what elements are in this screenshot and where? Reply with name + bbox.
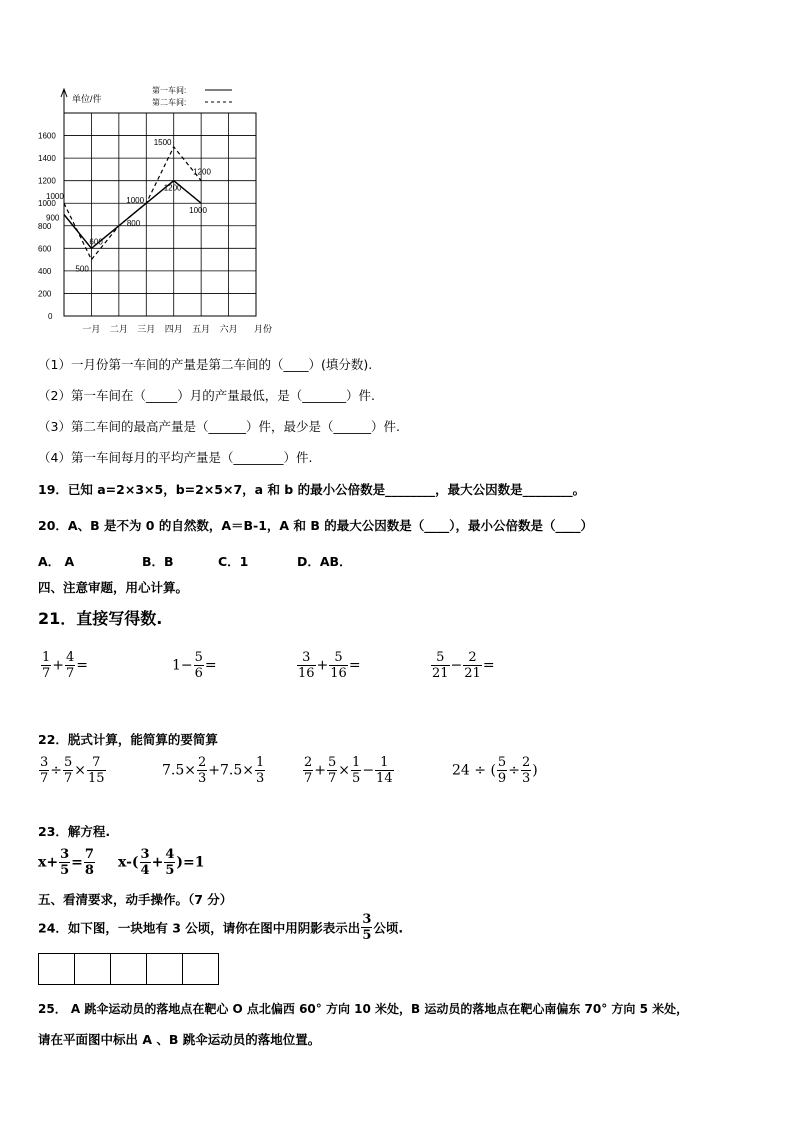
q21-title: 21．直接写得数.	[38, 609, 163, 628]
data-label: 900	[46, 213, 60, 223]
section5-heading: 五、看清要求，动手操作。（7 分）	[38, 892, 233, 907]
q18-sub3: （3）第二车间的最高产量是（______）件，最少是（______）件.	[38, 419, 400, 434]
production-line-chart	[30, 80, 290, 340]
y-tick-label: 1200	[38, 176, 56, 186]
data-label: 1500	[153, 137, 172, 147]
q24-fraction: $\frac{3}{5}$	[362, 912, 372, 943]
q25-line2: 请在平面图中标出 A 、B 跳伞运动员的落地位置。	[38, 1032, 321, 1047]
q24-text-a: 24．如下图，一块地有 3 公顷，请你在图中用阴影表示出	[38, 920, 361, 936]
data-label: 1000	[189, 206, 207, 216]
q22-title: 22．脱式计算，能简算的要简算	[38, 732, 218, 747]
y-tick-label: 1600	[38, 131, 56, 141]
data-label: 1000	[46, 192, 64, 202]
chart-axes	[61, 89, 272, 334]
data-label: 1200	[193, 167, 211, 177]
x-axis-label: 月份	[254, 324, 273, 334]
q24-text-b: 公顷.	[373, 920, 404, 936]
y-tick-label: 400	[38, 266, 52, 276]
land-cell[interactable]	[75, 954, 111, 984]
q22-expr-2: 7.5× $\frac{2}{3}$ +7.5× $\frac{1}{3}$	[162, 755, 265, 786]
x-tick-label: 六月	[219, 324, 238, 334]
x-tick-label: 四月	[164, 324, 183, 334]
q20-option-c: C．1	[218, 554, 249, 569]
q20-option-b: B．B	[142, 554, 174, 569]
q24-text	[38, 912, 403, 943]
land-cell[interactable]	[39, 954, 75, 984]
q25-line1: 25． A 跳伞运动员的落地点在靶心 O 点北偏西 60° 方向 10 米处，B 运动员的落地点在靶心南偏东 70° 方向 5 米处，	[38, 1002, 689, 1016]
y-tick-label: 800	[38, 221, 52, 231]
q23-title: 23．解方程.	[38, 824, 111, 839]
y-tick-label: 1400	[38, 154, 56, 164]
data-label: 500	[75, 264, 89, 274]
q22-expr-4: 24 ÷ ( $\frac{5}{9}$ ÷ $\frac{2}{3}$ )	[452, 755, 538, 786]
y-tick-label: 0	[48, 312, 53, 321]
q21-expr-3: $\frac{3}{16}$ + $\frac{5}{16}$ =	[298, 650, 361, 681]
x-tick-label: 三月	[137, 324, 156, 334]
x-tick-label: 五月	[192, 324, 211, 334]
y-tick-label: 200	[38, 289, 52, 299]
q23-equation-2: x-( $\frac{3}{4}$ + $\frac{4}{5}$ )=1	[118, 847, 205, 878]
x-tick-label: 二月	[109, 324, 128, 334]
data-label: 1200	[163, 183, 182, 193]
x-tick-label: 一月	[82, 324, 101, 334]
y-axis-label: 单位/件	[72, 94, 102, 104]
q22-expr-3: $\frac{2}{7}$ + $\frac{5}{7}$ × $\frac{1}{5}$ − $\frac{1}{14}$	[304, 755, 393, 786]
data-label: 600	[89, 237, 103, 247]
q21-expr-1: $\frac{1}{7}$ + $\frac{4}{7}$ =	[42, 650, 89, 681]
q18-sub4: （4）第一车间每月的平均产量是（________）件.	[38, 450, 313, 465]
land-grid	[38, 953, 219, 985]
q22-expr-1: $\frac{3}{7}$ ÷ $\frac{5}{7}$ × $\frac{7}{15}$	[40, 755, 105, 786]
y-tick-labels	[38, 132, 56, 321]
data-label: 800	[126, 218, 141, 228]
q20-text: 20．A、B 是不为 0 的自然数，A＝B-1，A 和 B 的最大公因数是（____），最小公倍数是（____）	[38, 518, 593, 533]
q18-sub1: （1）一月份第一车间的产量是第二车间的（____）(填分数).	[38, 357, 373, 372]
q23-equation-1: x+ $\frac{3}{5}$ = $\frac{7}{8}$	[38, 847, 94, 878]
q19-text: 19．已知 a=2×3×5，b=2×5×7，a 和 b 的最小公倍数是________，最大公因数是________。	[38, 482, 586, 497]
data-label: 1000	[126, 196, 145, 206]
q20-option-a: A． A	[38, 554, 75, 569]
section4-heading: 四、注意审题，用心计算。	[38, 580, 189, 595]
y-tick-label: 600	[38, 244, 52, 254]
land-cell[interactable]	[111, 954, 147, 984]
q21-expr-2: 1− $\frac{5}{6}$ =	[172, 650, 217, 681]
legend-label: 第二车间:	[152, 98, 187, 107]
chart-legend	[152, 85, 232, 107]
x-tick-labels	[82, 324, 237, 334]
q20-option-d: D．AB．	[297, 554, 352, 569]
land-cell[interactable]	[183, 954, 218, 984]
land-cell[interactable]	[147, 954, 183, 984]
y-tick-label: 1000	[38, 199, 56, 209]
legend-label: 第一车间:	[152, 86, 187, 95]
q18-sub2: （2）第一车间在（_____）月的产量最低，是（_______）件.	[38, 388, 375, 403]
q21-expr-4: $\frac{5}{21}$ − $\frac{2}{21}$ =	[432, 650, 495, 681]
